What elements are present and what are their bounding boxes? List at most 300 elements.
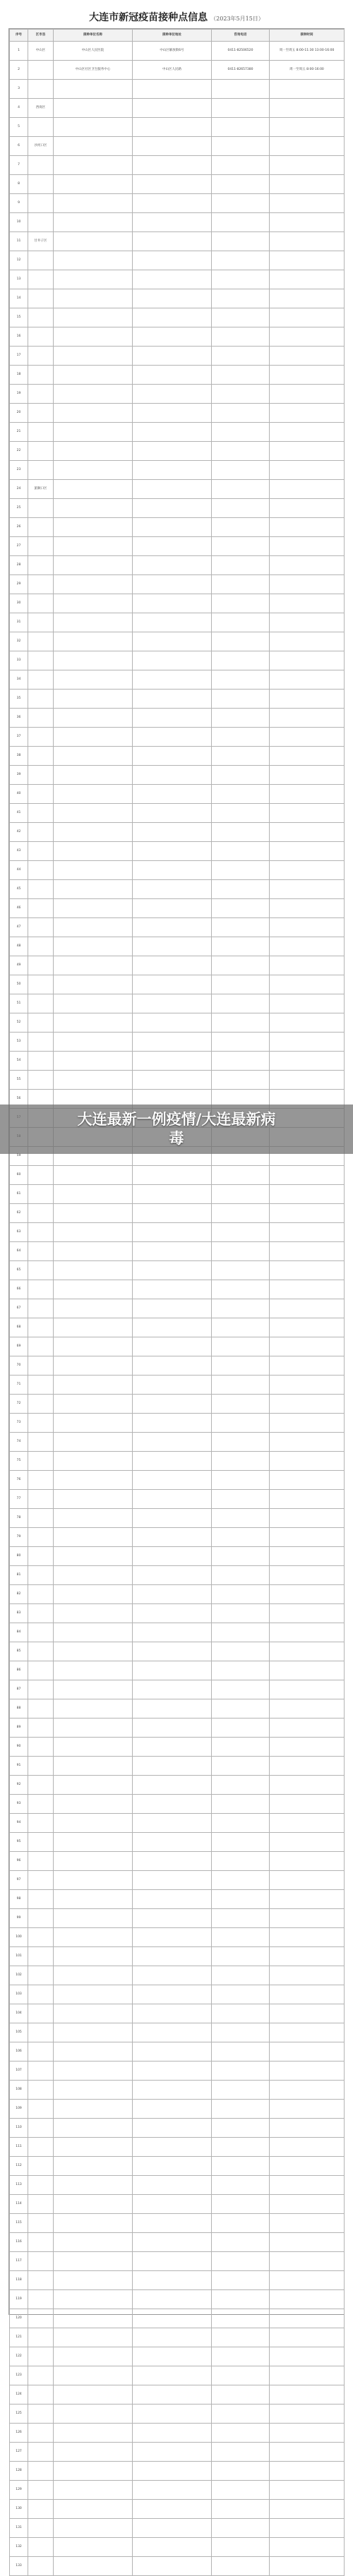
table-cell: 87 (10, 1680, 28, 1699)
table-cell (270, 556, 345, 575)
table-cell (270, 2062, 345, 2081)
table-cell: 85 (10, 1642, 28, 1661)
table-cell (54, 1547, 133, 1566)
table-cell: 20 (10, 404, 28, 423)
table-cell (28, 823, 54, 842)
table-cell (212, 747, 270, 766)
table-cell (54, 2443, 133, 2462)
table-cell (54, 1833, 133, 1852)
table-cell (28, 937, 54, 956)
table-cell: 12 (10, 251, 28, 270)
table-cell (133, 2424, 212, 2443)
table-cell: 96 (10, 1852, 28, 1871)
table-cell (212, 1719, 270, 1738)
table-cell (133, 956, 212, 975)
table-cell (270, 2309, 345, 2328)
table-cell: 33 (10, 651, 28, 670)
table-cell (212, 1376, 270, 1395)
table-cell (133, 480, 212, 499)
table-cell (133, 1776, 212, 1795)
table-row (10, 2271, 345, 2290)
table-cell (270, 2462, 345, 2481)
table-cell (212, 2042, 270, 2062)
table-cell: 126 (10, 2424, 28, 2443)
table-cell (270, 1509, 345, 1528)
table-cell (212, 670, 270, 690)
table-cell (54, 1166, 133, 1185)
table-cell (133, 537, 212, 556)
table-cell (133, 1033, 212, 1052)
table-cell (212, 613, 270, 632)
table-cell (133, 1699, 212, 1719)
table-cell (28, 747, 54, 766)
table-row (10, 1490, 345, 1509)
table-row (10, 613, 345, 632)
table-cell (270, 1776, 345, 1795)
table-row (10, 2119, 345, 2138)
table-cell (133, 2233, 212, 2252)
table-cell: 6 (10, 137, 28, 156)
table-cell: 74 (10, 1433, 28, 1452)
table-cell (133, 994, 212, 1013)
table-cell: 24 (10, 480, 28, 499)
table-cell (28, 2462, 54, 2481)
table-cell (133, 1566, 212, 1585)
table-cell (212, 1909, 270, 1928)
table-row (10, 2538, 345, 2557)
table-cell (270, 1566, 345, 1585)
table-cell (28, 1223, 54, 1242)
table-cell (133, 2042, 212, 2062)
table-cell (54, 2405, 133, 2424)
table-cell: 中山区解放街6号 (133, 42, 212, 61)
table-row (10, 308, 345, 327)
table-row (10, 651, 345, 670)
table-cell (270, 785, 345, 804)
table-row (10, 42, 345, 61)
table-cell: 15 (10, 308, 28, 327)
table-cell (270, 1604, 345, 1623)
table-cell (28, 804, 54, 823)
table-cell: 0411-82506520 (212, 42, 270, 61)
table-cell (28, 1680, 54, 1699)
table-cell (28, 1433, 54, 1452)
table-cell (133, 1814, 212, 1833)
table-cell (212, 1433, 270, 1452)
table-cell (28, 2500, 54, 2519)
table-cell (270, 518, 345, 537)
table-cell: 113 (10, 2176, 28, 2195)
table-cell (54, 575, 133, 594)
table-cell (133, 80, 212, 99)
table-cell (28, 175, 54, 194)
table-cell (54, 156, 133, 175)
table-cell (54, 975, 133, 994)
table-cell (54, 385, 133, 404)
table-cell (270, 1166, 345, 1185)
table-cell (212, 937, 270, 956)
table-cell: 中山区社区卫生服务中心 (54, 61, 133, 80)
table-cell (212, 1318, 270, 1337)
table-cell (133, 1414, 212, 1433)
table-cell (212, 2100, 270, 2119)
table-cell (28, 1356, 54, 1376)
table-cell (212, 404, 270, 423)
table-cell: 109 (10, 2100, 28, 2119)
table-cell (54, 80, 133, 99)
table-cell (133, 2385, 212, 2405)
table-cell (133, 2062, 212, 2081)
table-cell (28, 1757, 54, 1776)
table-cell (270, 1985, 345, 2004)
table-cell (212, 2500, 270, 2519)
table-cell (28, 1528, 54, 1547)
table-row (10, 1909, 345, 1928)
table-cell (212, 1585, 270, 1604)
title-text: 大连市新冠疫苗接种点信息 (89, 12, 208, 23)
table-row (10, 2195, 345, 2214)
table-cell: 83 (10, 1604, 28, 1623)
table-cell (54, 2328, 133, 2347)
table-row (10, 232, 345, 251)
table-cell (270, 461, 345, 480)
table-cell (212, 918, 270, 937)
table-cell (212, 1223, 270, 1242)
table-cell (54, 1356, 133, 1376)
table-cell (133, 1490, 212, 1509)
table-cell (212, 1738, 270, 1757)
table-cell (28, 1414, 54, 1433)
table-cell: 60 (10, 1166, 28, 1185)
table-row (10, 2004, 345, 2023)
table-cell: 10 (10, 213, 28, 232)
table-cell (270, 213, 345, 232)
table-cell (270, 308, 345, 327)
table-row (10, 556, 345, 575)
table-cell: 93 (10, 1795, 28, 1814)
table-cell (212, 2328, 270, 2347)
table-cell (212, 1604, 270, 1623)
table-row (10, 2157, 345, 2176)
table-row (10, 1566, 345, 1585)
table-row (10, 2443, 345, 2462)
table-row (10, 937, 345, 956)
table-row (10, 1185, 345, 1204)
table-cell (28, 156, 54, 175)
table-row (10, 2424, 345, 2443)
table-cell (133, 270, 212, 289)
table-cell (28, 423, 54, 442)
table-cell (133, 1433, 212, 1452)
table-cell (212, 2233, 270, 2252)
table-cell (270, 2519, 345, 2538)
table-cell (133, 1719, 212, 1738)
table-cell: 18 (10, 366, 28, 385)
table-cell (133, 1852, 212, 1871)
table-cell: 26 (10, 518, 28, 537)
table-cell (54, 2062, 133, 2081)
table-cell: 114 (10, 2195, 28, 2214)
headline-banner[interactable] (0, 1105, 353, 1154)
table-cell (54, 2195, 133, 2214)
table-cell (54, 213, 133, 232)
table-cell (270, 613, 345, 632)
table-cell (28, 2119, 54, 2138)
table-cell (212, 842, 270, 861)
table-cell (54, 2252, 133, 2271)
table-cell (54, 1242, 133, 1261)
table-cell (28, 385, 54, 404)
table-row (10, 1757, 345, 1776)
table-cell (28, 1395, 54, 1414)
table-cell: 甘井子区 (28, 232, 54, 251)
table-cell (270, 1928, 345, 1947)
table-cell (270, 1738, 345, 1757)
table-cell (212, 137, 270, 156)
table-cell (212, 2557, 270, 2576)
table-cell (54, 537, 133, 556)
table-cell (54, 1585, 133, 1604)
table-cell: 42 (10, 823, 28, 842)
table-row (10, 1013, 345, 1033)
table-cell (270, 1395, 345, 1414)
table-row (10, 670, 345, 690)
table-cell (270, 575, 345, 594)
table-row (10, 2385, 345, 2405)
table-cell: 22 (10, 442, 28, 461)
table-row (10, 251, 345, 270)
table-cell (28, 1642, 54, 1661)
table-cell: 108 (10, 2081, 28, 2100)
table-cell (212, 1204, 270, 1223)
table-row (10, 2290, 345, 2309)
table-cell (54, 2538, 133, 2557)
table-cell (54, 804, 133, 823)
table-cell: 121 (10, 2328, 28, 2347)
table-cell (212, 2519, 270, 2538)
table-row (10, 1261, 345, 1280)
table-cell (270, 1299, 345, 1318)
table-cell (270, 975, 345, 994)
table-cell (54, 2157, 133, 2176)
table-cell: 46 (10, 899, 28, 918)
table-cell: 34 (10, 670, 28, 690)
table-cell: 14 (10, 289, 28, 308)
table-cell (212, 804, 270, 823)
table-cell (28, 2328, 54, 2347)
table-row (10, 1814, 345, 1833)
table-cell (54, 1928, 133, 1947)
table-cell (270, 1052, 345, 1071)
table-cell (133, 1795, 212, 1814)
table-cell (270, 670, 345, 690)
table-cell: 中山区人民路 (133, 61, 212, 80)
table-cell (133, 1071, 212, 1090)
table-cell: 107 (10, 2062, 28, 2081)
table-cell (133, 2519, 212, 2538)
table-cell (270, 709, 345, 728)
table-cell: 4 (10, 99, 28, 118)
table-cell: 66 (10, 1280, 28, 1299)
table-row (10, 156, 345, 175)
table-row (10, 2176, 345, 2195)
table-cell (212, 632, 270, 651)
table-row (10, 1966, 345, 1985)
table-cell (54, 308, 133, 327)
table-cell (270, 747, 345, 766)
table-cell (133, 1985, 212, 2004)
table-cell (212, 1757, 270, 1776)
table-cell (54, 423, 133, 442)
table-cell: 124 (10, 2385, 28, 2405)
table-cell (270, 1680, 345, 1699)
table-row (10, 2081, 345, 2100)
table-cell (54, 1013, 133, 1033)
table-cell (270, 1242, 345, 1261)
table-cell (28, 1928, 54, 1947)
table-cell: 45 (10, 880, 28, 899)
table-cell (270, 1033, 345, 1052)
table-cell (28, 213, 54, 232)
table-cell (28, 2405, 54, 2424)
table-cell (54, 1052, 133, 1071)
table-cell (212, 1966, 270, 1985)
table-cell (270, 442, 345, 461)
table-cell: 112 (10, 2157, 28, 2176)
table-cell (212, 1928, 270, 1947)
table-cell (270, 1490, 345, 1509)
table-cell (212, 1623, 270, 1642)
table-cell (133, 118, 212, 137)
table-cell (28, 2195, 54, 2214)
table-cell (270, 1871, 345, 1890)
table-cell (270, 2557, 345, 2576)
table-row (10, 194, 345, 213)
table-cell (28, 1947, 54, 1966)
table-cell (212, 594, 270, 613)
table-cell (54, 1452, 133, 1471)
table-cell (28, 499, 54, 518)
table-cell (28, 80, 54, 99)
table-cell (28, 1376, 54, 1395)
table-cell (54, 2500, 133, 2519)
table-cell (54, 518, 133, 537)
table-cell: 43 (10, 842, 28, 861)
table-cell (133, 1871, 212, 1890)
table-cell (133, 2557, 212, 2576)
table-cell (54, 442, 133, 461)
table-cell (28, 2366, 54, 2385)
table-cell (28, 1013, 54, 1033)
table-row (10, 385, 345, 404)
table-cell (54, 2557, 133, 2576)
table-cell (28, 766, 54, 785)
table-cell: 94 (10, 1814, 28, 1833)
table-row (10, 899, 345, 918)
table-cell (133, 747, 212, 766)
table-cell (28, 308, 54, 327)
table-cell (133, 1947, 212, 1966)
table-cell (270, 632, 345, 651)
table-cell (270, 1795, 345, 1814)
table-cell: 17 (10, 347, 28, 366)
table-cell (54, 1261, 133, 1280)
table-cell (54, 2214, 133, 2233)
table-cell (133, 899, 212, 918)
table-cell (133, 366, 212, 385)
table-cell (133, 1604, 212, 1623)
table-cell (54, 1795, 133, 1814)
table-cell (270, 1642, 345, 1661)
table-cell (28, 2176, 54, 2195)
table-cell: 5 (10, 118, 28, 137)
table-cell (54, 1223, 133, 1242)
header-cell: 接种时间 (270, 30, 345, 42)
table-cell: 55 (10, 1071, 28, 1090)
table-row (10, 632, 345, 651)
table-cell (270, 2119, 345, 2138)
table-cell: 39 (10, 766, 28, 785)
table-cell (270, 2366, 345, 2385)
table-cell (54, 1376, 133, 1395)
table-cell (212, 728, 270, 747)
table-cell (212, 2023, 270, 2042)
table-cell (212, 2252, 270, 2271)
table-cell (54, 1299, 133, 1318)
table-cell (212, 347, 270, 366)
table-cell (54, 270, 133, 289)
table-row (10, 2557, 345, 2576)
table-row (10, 823, 345, 842)
table-cell (270, 1699, 345, 1719)
table-row (10, 499, 345, 518)
table-cell: 123 (10, 2366, 28, 2385)
table-cell (54, 994, 133, 1013)
table-cell: 119 (10, 2290, 28, 2309)
table-row (10, 366, 345, 385)
table-cell (212, 385, 270, 404)
table-cell: 72 (10, 1395, 28, 1414)
table-cell (212, 1052, 270, 1071)
table-cell: 54 (10, 1052, 28, 1071)
table-cell (133, 2100, 212, 2119)
table-cell (270, 2538, 345, 2557)
table-cell (133, 613, 212, 632)
table-row (10, 2042, 345, 2062)
table-cell (133, 2214, 212, 2233)
table-cell (28, 1204, 54, 1223)
table-cell (54, 461, 133, 480)
table-row (10, 1376, 345, 1395)
table-cell (270, 99, 345, 118)
table-cell: 73 (10, 1414, 28, 1433)
table-row (10, 1776, 345, 1795)
table-cell: 120 (10, 2309, 28, 2328)
table-row (10, 1395, 345, 1414)
table-cell (54, 2290, 133, 2309)
table-row (10, 442, 345, 461)
table-cell (212, 1547, 270, 1566)
table-cell (270, 1909, 345, 1928)
table-cell (212, 2214, 270, 2233)
table-cell: 62 (10, 1204, 28, 1223)
table-cell (28, 1452, 54, 1471)
table-cell (28, 785, 54, 804)
table-cell (54, 2100, 133, 2119)
table-cell (28, 728, 54, 747)
table-cell (54, 1642, 133, 1661)
table-cell (133, 327, 212, 347)
